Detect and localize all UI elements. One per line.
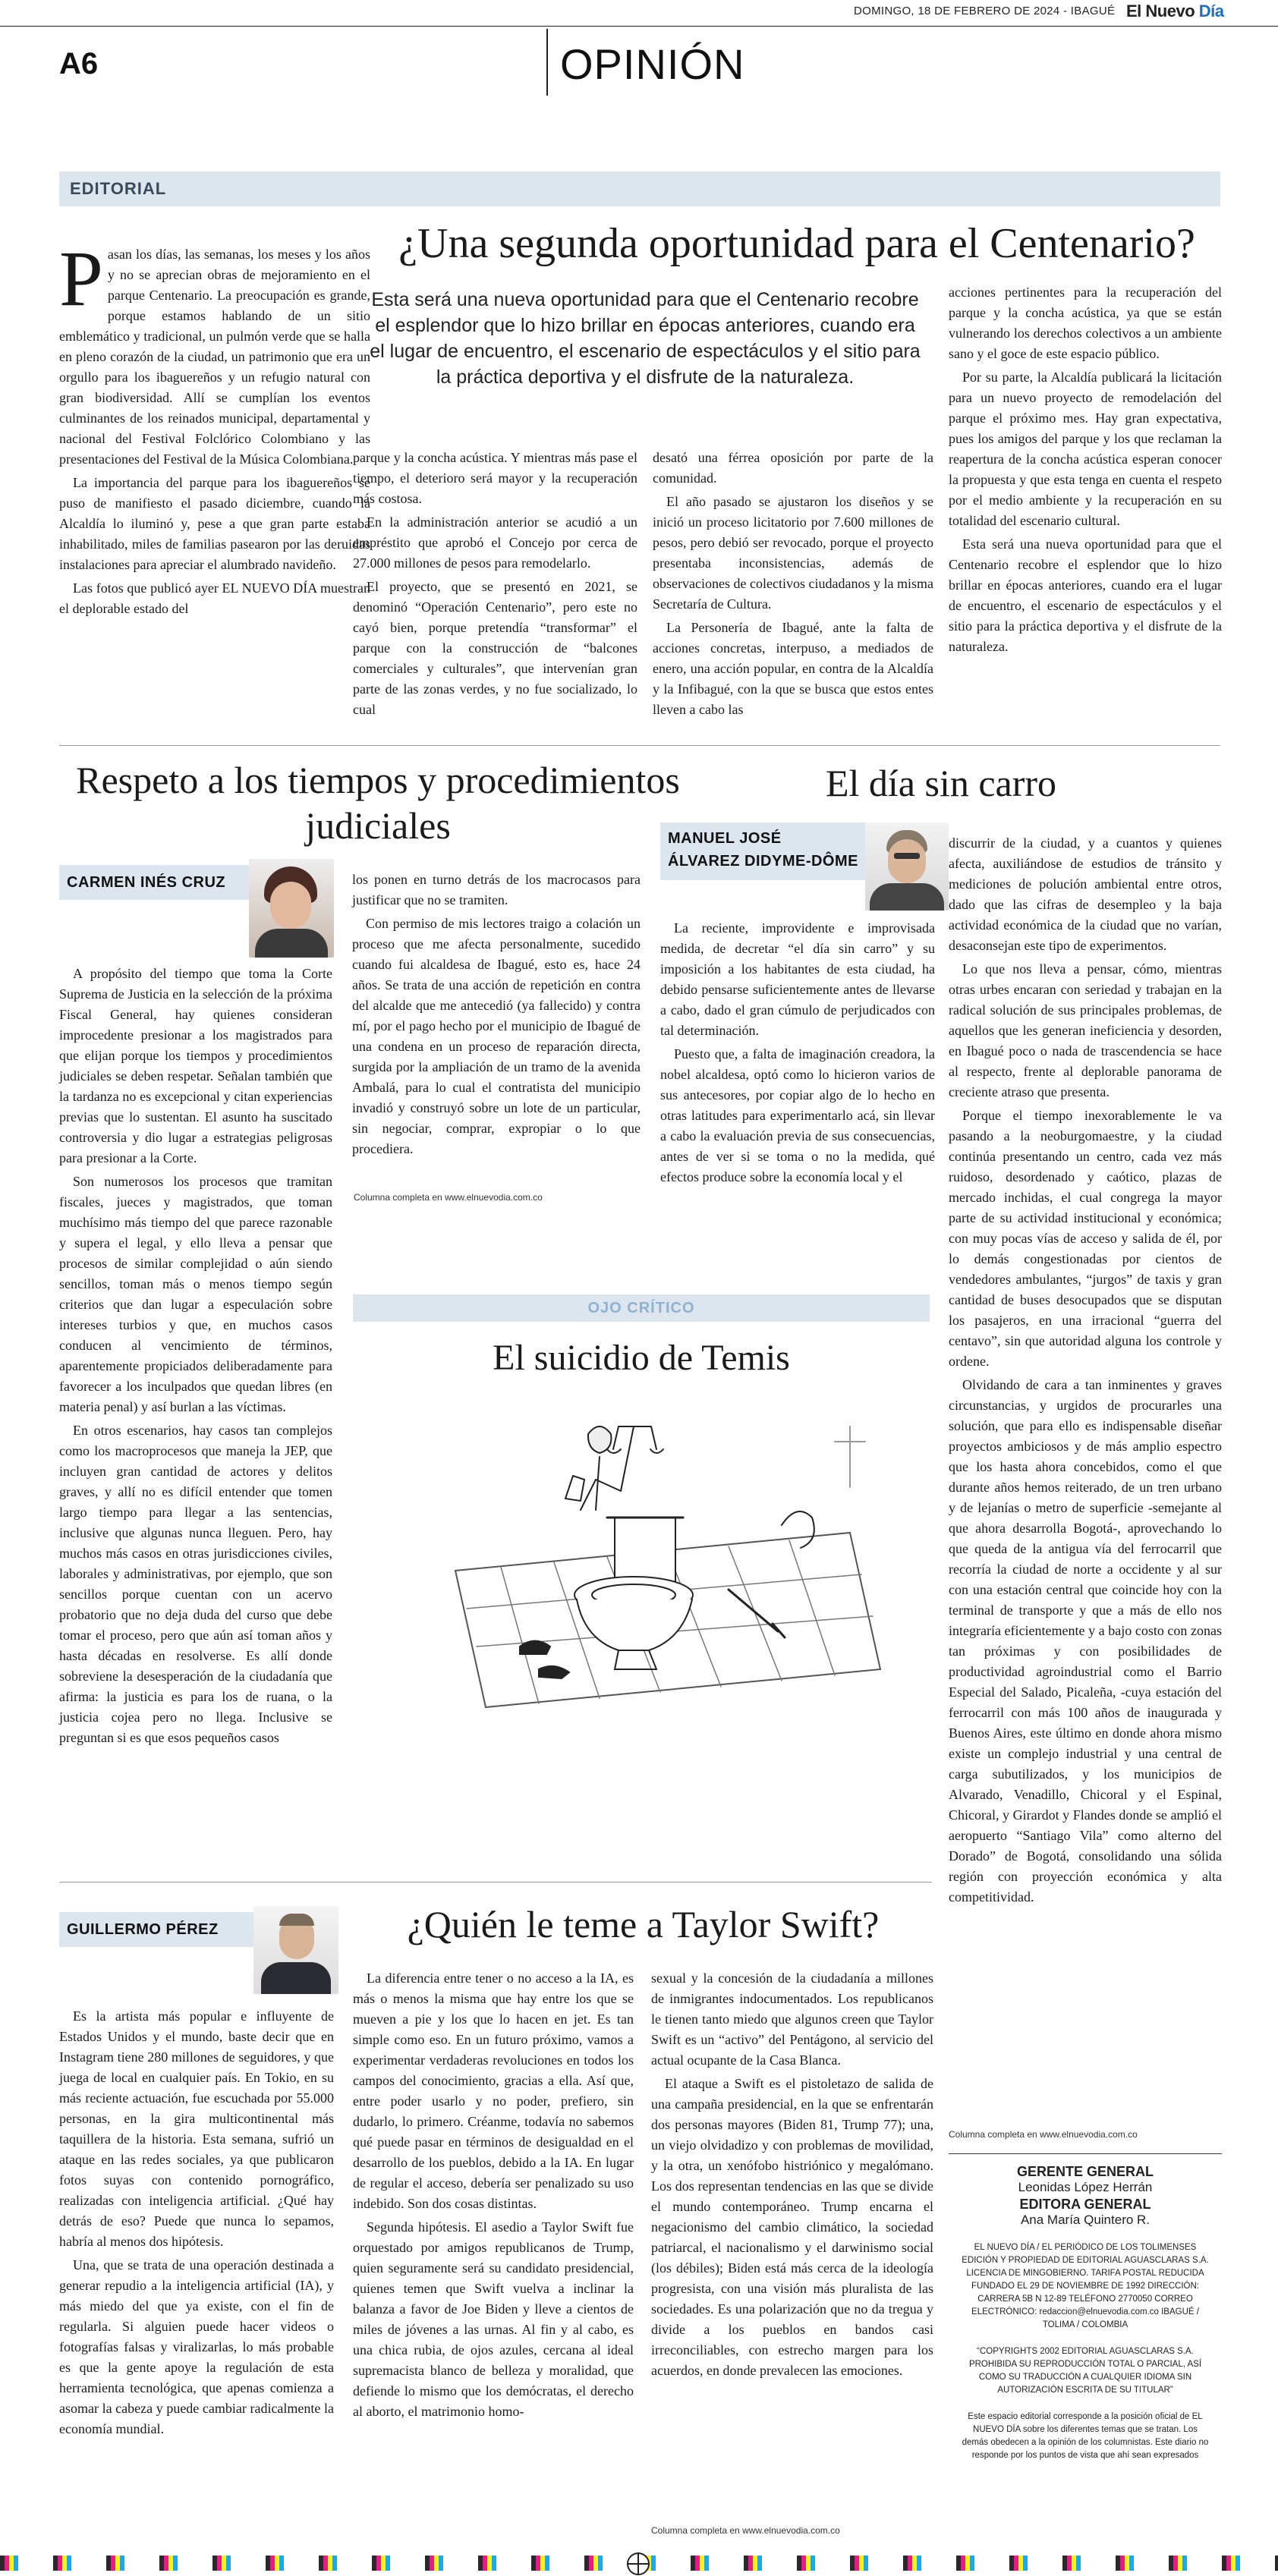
respeto-p3: En otros escenarios, hay casos tan complejos como los macroprocesos que maneja la JEP, que incluyen gran cantidad de actores y delitos graves, y allí no es difícil entender que tomen largo tiempo para llegar a las sentencias, inclusive que algunas nunca lleguen. Pero, hay muchos más casos en otras jurisdicciones civiles, laborales y administrativas, por ejemplo, que son sencillos porque cuentan con un acervo probatorio que no deja duda del curso que debe tomar el proceso, pero que aún así toman años y hasta décadas en resolverse. Es allí donde sobreviene la desesperación de la ciudadanía que afirma: la justicia es para los de ruana, o la justicia cojea pero no llega. Inclusive se preguntan si es que esos pequeños casos <box>59 1423 332 1745</box>
editorial-p6: El proyecto, que se presentó en 2021, se denominó “Operación Centenario”, pero este no cayó bien, porque pretendía “transformar” el parque con la construcción de “balcones comerciales y culturales”, que intervenían gran parte de las zonas verdes, y no fue socializado, lo cual <box>353 579 637 717</box>
dia-p1: La reciente, improvidente e improvisada medida, de decretar “el día sin carro” y su imposición a los habitantes de esta ciudad, ha debido pensarse suficientemente antes de llevarse a cabo, dado el gran cúmulo de perjudicados con tal determinación. <box>660 920 935 1038</box>
respeto-p5: Con permiso de mis lectores traigo a colación un proceso que me afecta personalmente, sucedido cuando fui alcaldesa de Ibagué, esto es, hace 24 años. Se trata de una acción de repetición en contra del alcalde que me antecedió (ya fallecido) y contra mí, por el pago hecho por el municipio de Ibagué de una condena en un proceso de reparación directa, surgida por la ampliación de un tramo de la avenida Ambalá, para lo cual el contratista del municipio invadió y construyó sobre un lote de un particular, sin negociar, comprar, expropiar o lo que procediera. <box>352 916 641 1156</box>
dia-p6: Olvidando de cara a tan inminentes y graves circunstancias, y urgidos de procurarles una solución, que para ello es indispensable diseñar proyectos ambiciosos y de más amplio espectro que los hasta ahora concebidos, como el que durante años hemos reiterado, de un tren urbano y de lejanías o metro de superficie -semejante al que ahora desarrolla Bogotá-, aprovechando lo que queda de la antigua vía del ferrocarril que recorría la ciudad de norte a occidente y al sur con una estación central que coincide hoy con la terminal de transporte y que a más de ello nos integraría eficientemente y a bajo costo con zonas tan próximas y con posibilidades de productividad agroindustrial como el Barrio Especial del Salado, Picaleña, -cuya estación del ferrocarril con más 100 años de inaugurada y Buenos Aires, este último en donde ahora mismo existe un complejo industrial y una central de carga subutilizados, y los municipios de Alvarado, Venadillo, Chicoral y el Espinal, Chicoral, y Girardot y Flandes donde se amplió el aeropuerto “Santiago Vila” como alterno del Dorado” de Bogotá, consolidando una sólida región con proyección económica y alta competitividad. <box>949 1377 1222 1904</box>
respeto-author: CARMEN INÉS CRUZ <box>67 874 226 891</box>
section-divider <box>546 29 548 96</box>
editorial-p2: La importancia del parque para los ibaguereños se puso de manifiesto el pasado diciembre, cuando la Alcaldía lo iluminó y, pese a que gran parte estaba inhabilitado, miles de familias pasearon por las deruidas instalaciones para apreciar el alumbrado navideño. <box>59 475 370 572</box>
editorial-p3: Las fotos que publicó ayer EL NUEVO DÍA muestran el deplorable estado del <box>59 580 370 616</box>
dia-p4: Lo que nos lleva a pensar, cómo, mientras otras urbes encaran con seriedad y trabajan en la radical solución de sus principales problemas, de aquellos que les generan ineficiencia y desorden, en Ibagué poco o nada de trascendencia se hace al respecto, frente al deplorable panorama de creciente atraso que presenta. <box>949 961 1222 1099</box>
dia-col-2 <box>949 833 1222 1911</box>
gerente-name: Leonidas López Herrán <box>1018 2180 1153 2194</box>
dia-author-line2: ÁLVAREZ DIDYME-DÔME <box>668 853 858 870</box>
editora-title: EDITORA GENERAL <box>1019 2197 1151 2212</box>
brand-prefix: El Nuevo <box>1126 2 1195 20</box>
taylor-col-3 <box>651 1968 933 2384</box>
taylor-p4: Segunda hipótesis. El asedio a Taylor Swift fue orquestado por amigos republicanos de Trump, quien seguramente será su candidato presidencial, quienes temen que Swift vuelva a inclinar la balanza a favor de Joe Biden y lleve a cientos de miles de jóvenes a las urnas. Al fin y al cabo, es una chica rubia, de ojos azules, cercana al ideal supremacista blanco de belleza y moralidad, que defiende lo mismo que los demócratas, el derecho al aborto, el matrimonio homo- <box>353 2219 634 2419</box>
masthead-disclaimer: Este espacio editorial corresponde a la posición oficial de EL NUEVO DÍA sobre los diferentes temas que se tratan. Los demás obedecen a la opinión de los columnistas. Este diario no responde por los puntos de vista que ahí sean expresados <box>962 2412 1209 2460</box>
cartoon-illustration <box>425 1396 888 1715</box>
editorial-p4: parque y la concha acústica. Y mientras más pase el tiempo, el deterioro será mayor y la recuperación más costosa. <box>353 450 637 506</box>
editorial-p11: Por su parte, la Alcaldía publicará la licitación para un nuevo proyecto de remodelación del parque el próximo mes. Hay gran expectativa, pues los amigos del parque y los que reclaman la reapertura de la concha acústica esperan conocer la propuesta y que esta tenga en cuenta el respeto por el medio ambiente y la recuperación en su totalidad del escenario cultural. <box>949 370 1222 528</box>
taylor-more-link[interactable]: Columna completa en www.elnuevodia.com.co <box>651 2525 840 2536</box>
masthead <box>949 2164 1222 2462</box>
respeto-p2: Son numerosos los procesos que tramitan fiscales, jueces y magistrados, que toman muchísimo más tiempo del que parece razonable y supera el legal, y ello lleva a pensar que procesos de similar complejidad o aún siendo sencillos, toman más o menos tiempo según criterios que dan lugar a especulación sobre intereses turbios y que, en muchos casos conducen al vencimiento de términos, aparentemente propiciados deliberadamente para favorecer a los inculpados que quedan libres (en materia penal) y así burlan a las víctimas. <box>59 1174 332 1414</box>
section-rule-1 <box>59 745 1220 746</box>
registration-mark-icon <box>627 2552 650 2575</box>
dia-author-bar <box>660 822 880 880</box>
editorial-p9: La Personería de Ibagué, ante la falta de acciones concretas, interpuso, a mediados de enero, una acción popular, en contra de la Alcaldía y la Infibagué, con la que se busca que estos entes lleven a cabo las <box>653 620 933 717</box>
respeto-p1: A propósito del tiempo que toma la Corte Suprema de Justicia en la selección de la próxima Fiscal General, hay quienes consideran improcedente presionar a los magistrados para que elijan porque los tiempos y procedimientos judiciales se deben respetar. Señalan también que la tardanza no es excepcional y citan experiencias previas que lo sustentan. El asunto ha suscitado controversia y dio lugar a estrategias peligrosas para presionar a la Corte. <box>59 966 332 1165</box>
gerente-title: GERENTE GENERAL <box>1016 2164 1154 2179</box>
editorial-col-4 <box>949 282 1222 660</box>
respeto-more-link[interactable]: Columna completa en www.elnuevodia.com.co <box>354 1192 543 1203</box>
date-line: DOMINGO, 18 DE FEBRERO DE 2024 - IBAGUÉ <box>854 5 1116 17</box>
respeto-headline: Respeto a los tiempos y procedimientos judiciales <box>76 759 680 847</box>
taylor-author: GUILLERMO PÉREZ <box>67 1921 219 1938</box>
dia-sin-carro-headline: El día sin carro <box>825 762 1057 804</box>
editorial-col-3 <box>653 448 933 723</box>
taylor-p3: La diferencia entre tener o no acceso a la IA, es más o menos la misma que hay entre los que se mueven a pie y los que lo hacen en jet. Es tan simple como eso. En un futuro próximo, vamos a experimentar verdaderas revoluciones en todos los campos del conocimiento, gracias a ella. Así que, entre poder usarlo y no poder, prefiero, sin dudarlo, lo primero. Créanme, todavía no sabemos qué puede pasar en términos de desigualdad en el desarrollo de los pueblos, debido a la IA. En lugar de regular el acceso, debería ser penalizado su uso indebido. Son dos cosas distintas. <box>353 1971 634 2211</box>
author-photo-cruz <box>249 859 334 958</box>
respeto-col-1 <box>59 964 332 1751</box>
header-rule <box>0 26 1278 27</box>
editorial-p8: El año pasado se ajustaron los diseños y se inició un proceso licitatorio por 7.600 millones de pesos, pero debió ser revocado, porque el proyecto presentaba inconsistencias, además de observaciones de colectivos ciudadanos y la misma Secretaría de Cultura. <box>653 494 933 612</box>
brand-logo <box>1126 2 1224 21</box>
dia-p2: Puesto que, a falta de imaginación creadora, la nobel alcaldesa, optó como lo hicieron varios de sus antecesores, por copiar algo de lo hecho en otras latitudes para experimentarlo acá, sin llevar a cabo la evaluación previa de sus consecuencias, antes de ver si se toma o no la medida, qué efectos produce sobre la economía local y el <box>660 1046 935 1184</box>
respeto-p4: los ponen en turno detrás de los macrocasos para justificar que no se tramiten. <box>352 872 641 907</box>
respeto-col-2 <box>352 870 641 1162</box>
taylor-col-2 <box>353 1968 634 2425</box>
taylor-col-1 <box>59 2006 334 2442</box>
masthead-legal: EL NUEVO DÍA / EL PERIÓDICO DE LOS TOLIMENSES EDICIÓN Y PROPIEDAD DE EDITORIAL AGUASCLARAS S.A. LICENCIA DE MINGOBIERNO. TARIFA POSTAL REDUCIDA FUNDADO EL 29 DE NOVIEMBRE DE 1992 DIRECCIÓN: CARRERA 5B N 12-89 TELÉFONO 2770050 CORREO ELECTRÓNICO: redaccion@elnuevodia.com.co IBAGUÉ / TOLIMA / COLOMBIA <box>962 2243 1209 2329</box>
editorial-p5: En la administración anterior se acudió a un empréstito que aprobó el Concejo por cerca de 27.000 millones de pesos para remodelarlo. <box>353 514 637 571</box>
editorial-p7: desató una férrea oposición por parte de la comunidad. <box>653 450 933 486</box>
editorial-col-2 <box>353 448 637 723</box>
masthead-rule <box>949 2153 1222 2154</box>
editorial-p10: acciones pertinentes para la recuperación del parque y la concha acústica, ya que se están vulnerando los derechos colectivos a un ambiente sano y el goce de este espacio público. <box>949 285 1222 361</box>
taylor-p2: Una, que se trata de una operación destinada a generar repudio a la inteligencia artificial (IA), y más miedo del que ya existe, con el fin de regularla. Si alguien puede hacer videos o fotografías falsas y viralizarlas, lo más probable es que la gente apoye la regulación de esta herramienta tecnológica, que apenas comienza a asomar la cabeza y puede cambiar radicalmente la economía mundial. <box>59 2257 334 2436</box>
dia-p5: Porque el tiempo inexorablemente le va pasando a la neoburgomaestre, y la ciudad continúa presentando un centro, cada vez más ruidoso, desordenado y caótico, plazas de mercado inchidas, el cual congrega la mayor parte de su actividad institucional y económica; con muy pocas vías de acceso y salida de él, por lo demás congestionadas por cientos de vendedores ambulantes, “jurgos” de taxis y gran cantidad de buses desocupados que se disputan los pasajeros, en una irracional “guerra del centavo”, sin que autoridad alguna los controle y ordene. <box>949 1108 1222 1369</box>
masthead-copyright: “COPYRIGHTS 2002 EDITORIAL AGUASCLARAS S.A. PROHIBIDA SU REPRODUCCIÓN TOTAL O PARCIAL, ASÍ COMO SU TRADUCCIÓN A CUALQUIER IDIOMA SIN AUTORIZACIÓN ESCRITA DE SU TITULAR” <box>968 2347 1202 2395</box>
section-title: OPINIÓN <box>560 40 745 88</box>
ojo-critico-headline: El suicidio de Temis <box>493 1338 790 1378</box>
taylor-p5: sexual y la concesión de la ciudadanía a millones de inmigrantes indocumentados. Los republicanos le tienen tanto miedo que algunos creen que Taylor Swift es un “activo” del Pentágono, al servicio del actual ocupante de la Casa Blanca. <box>651 1971 933 2068</box>
author-photo-perez <box>253 1906 338 1994</box>
editorial-p1: asan los días, las semanas, los meses y los años y no se aprecian obras de mejoramiento en el parque Centenario. La preocupación es grande, porque estamos hablando de un sitio emblemático y tradicional, un pulmón verde que se halla en pleno corazón de la ciudad, un patrimonio que era un orgullo para los ibaguereños y un refugio natural con gran biodiversidad. Allí se cumplían los eventos culminantes de los reinados municipal, departamental y nacional del Festival Folclórico Colombiano y las presentaciones del Festival de la Música Colombiana. <box>59 247 370 467</box>
editorial-col-1 <box>59 235 370 622</box>
editorial-headline: ¿Una segunda oportunidad para el Centenario? <box>398 220 1195 267</box>
dia-p3: discurrir de la ciudad, y a cuantos y quienes afecta, auxiliándose de estudios de tránsito y mediciones de polución ambiental entre otros, dado que las cifras de desempleo y la baja actividad económica de la ciudad que no varían, desaconsejan este tipo de experimentos. <box>949 835 1222 953</box>
editorial-p12: Esta será una nueva oportunidad para que el Centenario recobre el esplendor que lo hizo brillar en épocas anteriores, cuando era el lugar de encuentro, el escenario de espectáculos y el sitio para la práctica deportiva y el disfrute de la naturaleza. <box>949 536 1222 654</box>
dropcap: P <box>59 235 103 322</box>
page-number: A6 <box>59 47 99 80</box>
editora-name: Ana María Quintero R. <box>1020 2213 1151 2227</box>
ojo-critico-label: OJO CRÍTICO <box>587 1300 695 1316</box>
dia-more-link[interactable]: Columna completa en www.elnuevodia.com.co <box>949 2129 1138 2140</box>
taylor-author-bar <box>59 1912 287 1947</box>
editorial-deck: Esta será una nueva oportunidad para que el Centenario recobre el esplendor que lo hizo brillar en épocas anteriores, cuando era el lugar de encuentro, el escenario de espectáculos y el sitio para la práctica deportiva y el disfrute de la naturaleza. <box>370 289 921 388</box>
dia-author-line1: MANUEL JOSÉ <box>668 830 782 847</box>
taylor-p1: Es la artista más popular e influyente de Estados Unidos y el mundo, baste decir que en Instagram tiene 280 millones de seguidores, y que juega de local en cualquier país. En Tokio, en su más reciente actuación, fue escuchada por 55.000 personas, en la gira multicontinental más taquillera de la historia. Esta semana, sufrió un ataque en las redes sociales, ya que publicaron fotos suyas con contenido pornográfico, realizadas con inteligencia artificial. ¿Qué hay detrás de eso? Puede que nunca lo sepamos, habría al menos dos hipótesis. <box>59 2008 334 2249</box>
editorial-tag <box>59 171 1220 206</box>
editorial-tag-label: EDITORIAL <box>70 179 167 198</box>
author-photo-alvarez <box>865 822 949 911</box>
dia-col-1 <box>660 918 935 1190</box>
taylor-p6: El ataque a Swift es el pistoletazo de salida de una campaña presidencial, en la que se enfrentarán dos personas mayores (Biden 81, Trump 77); una, un viejo olvidadizo y con problemas de movilidad, y la otra, un xenófobo histriónico y megalómano. Los dos representan tendencias en las que se divide el mundo contemporáneo. Trump encarna el negacionismo del cambio climático, la sociedad patriarcal, el nacionalismo y el darwinismo social (los débiles); Biden está más cerca de la ideología progresista, con una visión más pluralista de las sociedades. Es una polarización que no da tregua y divide a los pueblos en bandos casi irreconciliables, con estrecho margen para los acuerdos, en donde prevalecen las emociones. <box>651 2076 933 2378</box>
ojo-critico-tag <box>353 1294 930 1322</box>
taylor-headline: ¿Quién le teme a Taylor Swift? <box>407 1903 880 1945</box>
brand-suffix: Día <box>1198 2 1224 20</box>
